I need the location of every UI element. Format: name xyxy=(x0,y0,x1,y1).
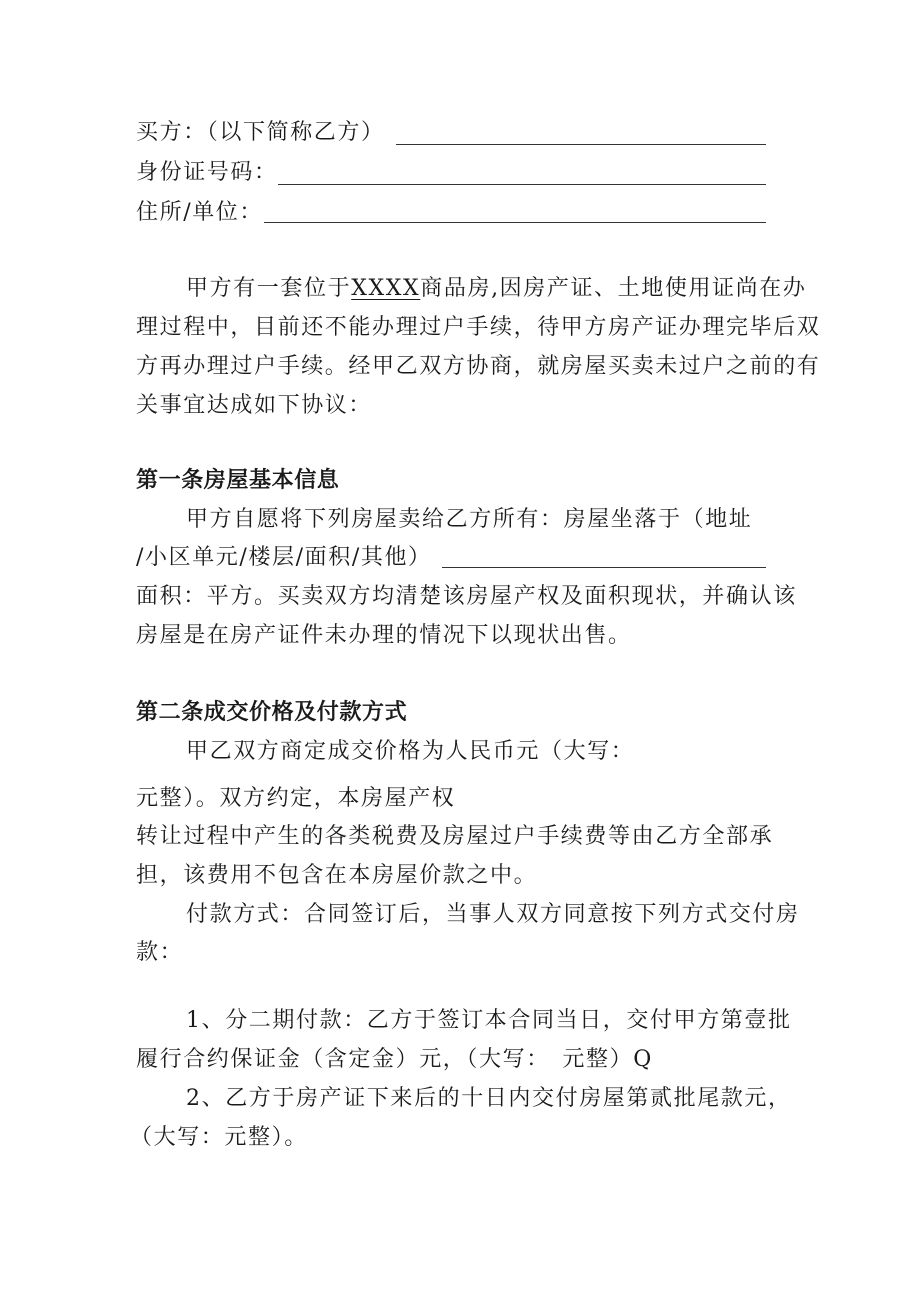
intro-line-1 xyxy=(186,274,806,304)
address-label: 住所/单位： xyxy=(136,200,264,225)
intro-line-1-pre: 甲方有一套位于 xyxy=(186,276,352,301)
payment-item-2-line-1: 2、乙方于房产证下来后的十日内交付房屋第贰批尾款元， xyxy=(186,1086,792,1111)
buyer-label: 买方：（以下简称乙方） xyxy=(136,120,385,145)
payment-item-2-line-2: （大写：元整）。 xyxy=(130,1125,308,1150)
property-location-blank[interactable] xyxy=(442,567,766,568)
property-location-placeholder: XXXX xyxy=(351,276,421,301)
id-number-blank[interactable] xyxy=(278,184,766,185)
address-blank[interactable] xyxy=(264,222,766,223)
article-2-line-3: 转让过程中产生的各类税费及房屋过户手续费等由乙方全部承 xyxy=(136,824,774,849)
payment-item-1-line-2: 履行合约保证金（含定金）元，（大写： 元整）Q xyxy=(136,1047,653,1072)
payment-method-line-2: 款： xyxy=(136,940,184,965)
article-1-line-1: 甲方自愿将下列房屋卖给乙方所有：房屋坐落于（地址 xyxy=(186,507,753,532)
article-2-line-4: 担，该费用不包含在本房屋价款之中。 xyxy=(136,863,538,888)
article-1-line-3: 面积：平方。买卖双方均清楚该房屋产权及面积现状，并确认该 xyxy=(136,584,797,609)
payment-item-1-line-1: 1、分二期付款：乙方于签订本合同当日，交付甲方第壹批 xyxy=(186,1008,792,1033)
article-1-line-4: 房屋是在房产证件未办理的情况下以现状出售。 xyxy=(136,623,632,648)
article-2-line-1: 甲乙双方商定成交价格为人民币元（大写： xyxy=(186,739,635,764)
article-1-line-2: /小区单元/楼层/面积/其他） xyxy=(136,545,432,570)
payment-method-line-1: 付款方式：合同签订后，当事人双方同意按下列方式交付房 xyxy=(186,902,800,927)
intro-line-3: 方再办理过户手续。经甲乙双方协商，就房屋买卖未过户之前的有 xyxy=(136,354,821,379)
id-number-label: 身份证号码： xyxy=(136,160,278,185)
article-2-title: 第二条成交价格及付款方式 xyxy=(136,700,408,725)
intro-line-1-post: 商品房,因房产证、土地使用证尚在办 xyxy=(420,276,807,301)
buyer-name-blank[interactable] xyxy=(396,144,766,145)
article-1-title: 第一条房屋基本信息 xyxy=(136,468,340,493)
intro-line-4: 关事宜达成如下协议： xyxy=(136,393,373,418)
article-2-line-2: 元整）。双方约定，本房屋产权 xyxy=(136,786,456,811)
intro-line-2: 理过程中，目前还不能办理过户手续，待甲方房产证办理完毕后双 xyxy=(136,315,821,340)
